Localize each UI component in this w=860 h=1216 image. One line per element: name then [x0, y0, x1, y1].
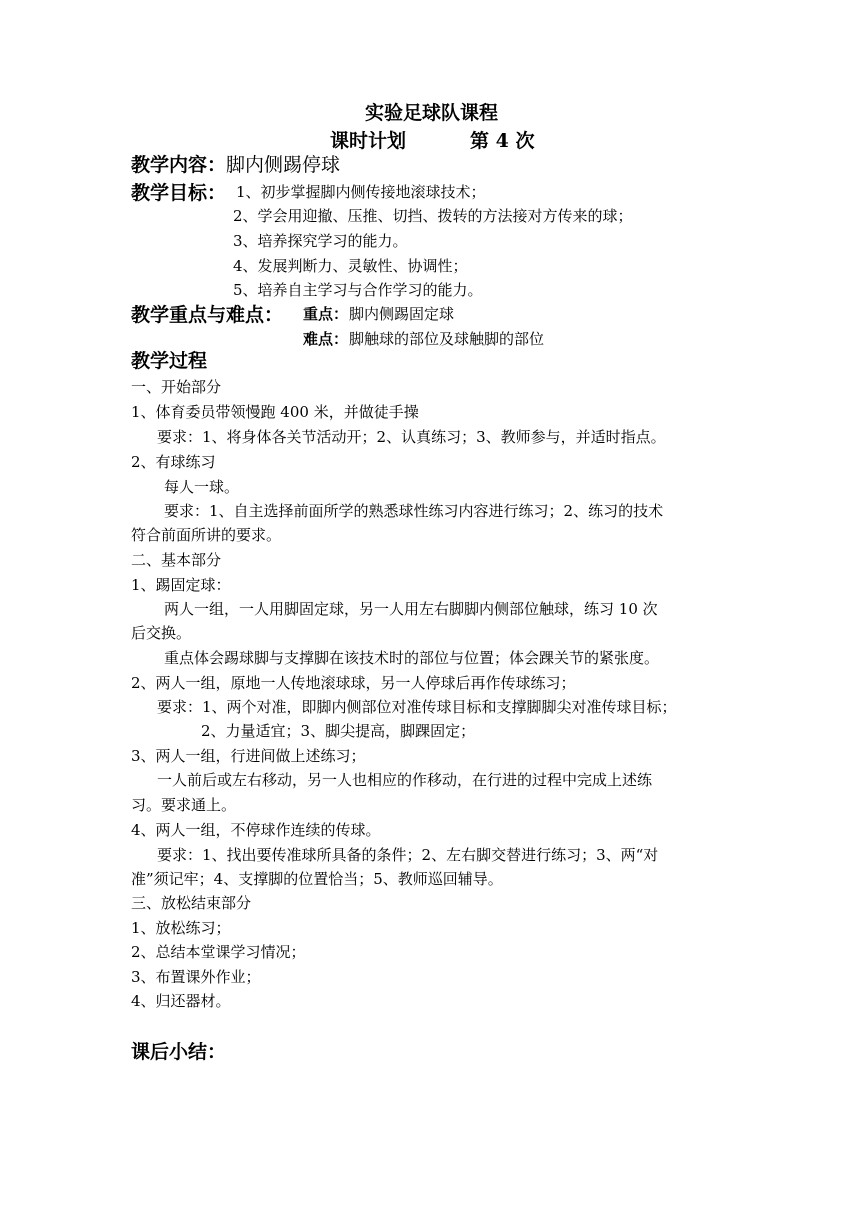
key-point-label: 重点： — [303, 305, 349, 323]
summary-label: 课后小结： — [131, 1041, 227, 1063]
goals-label: 教学目标： — [131, 182, 227, 204]
focus-label: 教学重点与难点： — [131, 304, 284, 326]
process-line: 2、两人一组，原地一人传地滚球球，另一人停球后再作传球练习； — [131, 674, 576, 692]
process-line: 要求：1、自主选择前面所学的熟悉球性练习内容进行练习；2、练习的技术 — [164, 502, 664, 520]
lesson-number: 第 4 次 — [470, 130, 535, 152]
process-line: 2、总结本堂课学习情况； — [131, 943, 306, 961]
content-value: 脚内侧踢停球 — [226, 154, 341, 176]
process-line: 2、力量适宜；3、脚尖提高，脚踝固定； — [201, 722, 476, 740]
content-label: 教学内容： — [131, 154, 227, 176]
goal-item: 5、培养自主学习与合作学习的能力。 — [233, 281, 483, 299]
goal-item: 2、学会用迎撤、压推、切挡、拨转的方法接对方传来的球； — [233, 207, 633, 225]
process-line: 每人一球。 — [164, 478, 240, 496]
process-line: 要求：1、找出要传准球所具备的条件；2、左右脚交替进行练习；3、两“对 — [157, 846, 659, 864]
process-line: 1、体育委员带领慢跑 400 米，并做徒手操 — [131, 403, 419, 421]
process-line: 3、两人一组，行进间做上述练习； — [131, 747, 366, 765]
process-heading: 教学过程 — [131, 350, 208, 372]
process-line: 两人一组，一人用脚固定球，另一人用左右脚脚内侧部位触球，练习 10 次 — [164, 600, 658, 618]
process-line: 要求：1、两个对准，即脚内侧部位对准传球目标和支撑脚脚尖对准传球目标； — [157, 698, 677, 716]
process-line: 一人前后或左右移动，另一人也相应的作移动，在行进的过程中完成上述练 — [157, 771, 653, 789]
goal-item: 1、初步掌握脚内侧传接地滚球技术； — [236, 183, 486, 201]
process-line: 要求：1、将身体各关节活动开；2、认真练习；3、教师参与，并适时指点。 — [157, 428, 666, 446]
goal-item: 3、培养探究学习的能力。 — [233, 232, 408, 250]
process-line: 习。要求通上。 — [131, 796, 237, 814]
process-line: 一、开始部分 — [131, 378, 222, 396]
process-line: 准”须记牢；4、支撑脚的位置恰当；5、教师巡回辅导。 — [131, 870, 503, 888]
process-line: 2、有球练习 — [131, 453, 216, 471]
process-line: 符合前面所讲的要求。 — [131, 526, 282, 544]
goal-item: 4、发展判断力、灵敏性、协调性； — [233, 257, 468, 275]
process-line: 重点体会踢球脚与支撑脚在该技术时的部位与位置；体会踝关节的紧张度。 — [164, 649, 660, 667]
process-line: 1、放松练习； — [131, 919, 231, 937]
process-line: 4、归还器材。 — [131, 992, 231, 1010]
process-line: 后交换。 — [131, 624, 192, 642]
key-point-value: 脚内侧踢固定球 — [349, 305, 455, 323]
document-title: 实验足球队课程 — [365, 102, 499, 124]
process-line: 三、放松结束部分 — [131, 894, 252, 912]
difficulty-value: 脚触球的部位及球触脚的部位 — [349, 330, 545, 348]
lesson-plan-label: 课时计划 — [330, 130, 407, 152]
difficulty-label: 难点： — [303, 330, 349, 348]
process-line: 1、踢固定球： — [131, 576, 231, 594]
process-line: 二、基本部分 — [131, 551, 222, 569]
process-line: 3、布置课外作业； — [131, 968, 261, 986]
process-line: 4、两人一组，不停球作连续的传球。 — [131, 821, 381, 839]
